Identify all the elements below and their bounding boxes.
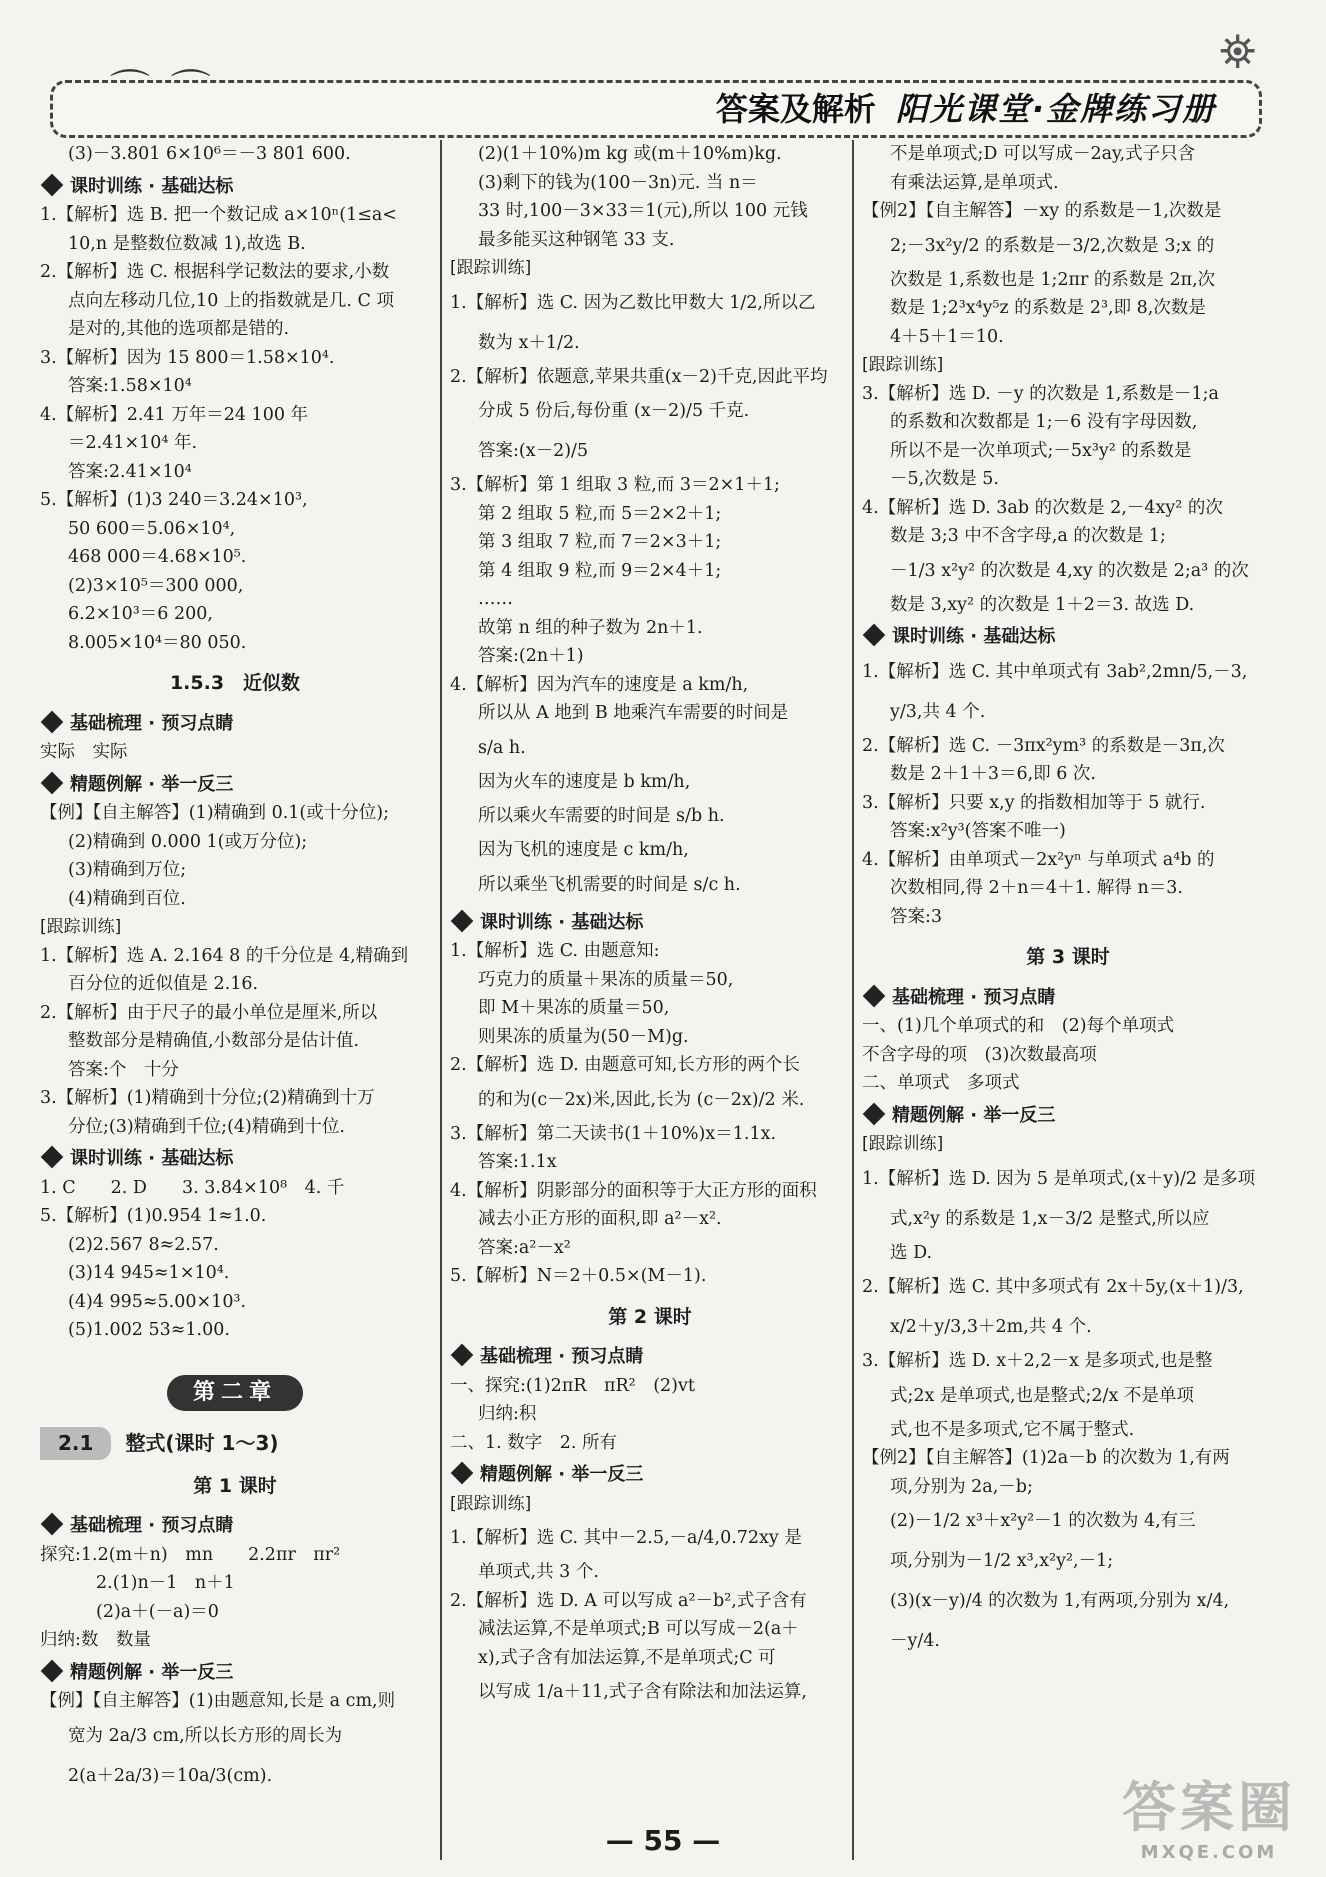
- text-line: (3)剩下的钱为(100－3n)元. 当 n＝: [478, 172, 758, 193]
- text-line: 答案:2.41×10⁴: [68, 461, 192, 482]
- text-line: 33 时,100－3×33＝1(元),所以 100 元钱: [478, 201, 808, 221]
- section-label: 基础梳理 · 预习点睛: [480, 1346, 644, 1367]
- section-heading: [450, 1343, 850, 1372]
- text-line: 3.【解析】第二天读书(1＋10%)x＝1.1x.: [450, 1123, 777, 1144]
- text-line: 2(a＋2a/3)＝10a/3(cm).: [68, 1765, 273, 1786]
- text-line: 则果冻的质量为(50－M)g.: [478, 1026, 689, 1047]
- text-line: 第 4 组取 9 粒,而 9＝2×4＋1;: [478, 560, 722, 581]
- text-line: 数为 x＋1/2.: [478, 332, 580, 353]
- text-line: 所以乘火车需要的时间是 s/b h.: [478, 806, 725, 826]
- text-line: 1.【解析】选 A. 2.164 8 的千分位是 4,精确到: [40, 945, 409, 966]
- lesson-header: [40, 1427, 430, 1460]
- page-number: — 55 —: [605, 1824, 721, 1857]
- text-line: 答案:x²y³(答案不唯一): [890, 821, 1066, 841]
- text-line: 4.【解析】阴影部分的面积等于大正方形的面积: [450, 1180, 817, 1201]
- text-line: 归纳:数 数量: [40, 1630, 151, 1650]
- section-heading: [862, 984, 1274, 1013]
- text-line: (2)2.567 8≈2.57.: [68, 1234, 219, 1255]
- text-line: 所以不是一次单项式;－5x³y² 的系数是: [890, 440, 1192, 461]
- text-line: 的和为(c－2x)米,因此,长为 (c－2x)/2 米.: [478, 1089, 805, 1110]
- text-line: 所以乘坐飞机需要的时间是 s/c h.: [478, 874, 741, 895]
- text-line: 8.005×10⁴＝80 050.: [68, 632, 247, 653]
- text-line: 项,分别为－1/2 x³,x²y²,－1;: [890, 1551, 1114, 1571]
- text-line: 2;－3x²y/2 的系数是－3/2,次数是 3;x 的: [890, 235, 1215, 256]
- section-label: 精题例解 · 举一反三: [70, 1661, 234, 1683]
- section-heading: [40, 1512, 430, 1541]
- bracket-heading: [跟踪训练]: [862, 1134, 944, 1154]
- text-line: 50 600＝5.06×10⁴,: [68, 518, 236, 539]
- text-line: (3)精确到万位;: [68, 860, 187, 880]
- bracket-heading: [跟踪训练]: [450, 258, 532, 278]
- text-line: 次数相同,得 2＋n＝4＋1. 解得 n＝3.: [890, 878, 1183, 898]
- section-title: 1.5.3 近似数: [169, 672, 301, 694]
- section-label: 精题例解 · 举一反三: [480, 1464, 644, 1485]
- text-line: 探究:1.2(m＋n) mn 2.2πr πr²: [40, 1544, 341, 1565]
- bracket-heading: [跟踪训练]: [40, 917, 122, 937]
- text-line: 以写成 1/a＋11,式子含有除法和加法运算,: [478, 1682, 807, 1702]
- diamond-icon: [41, 173, 64, 196]
- header-title-right: 阳光课堂·金牌练习册: [895, 90, 1216, 128]
- text-line: 4.【解析】由单项式－2x²yⁿ 与单项式 a⁴b 的: [862, 849, 1215, 870]
- diamond-icon: [41, 1659, 64, 1682]
- text-line: 【例】【自主解答】(1)精确到 0.1(或十分位);: [40, 803, 389, 823]
- text-line: 2.【解析】选 C. －3πx²ym³ 的系数是－3π,次: [862, 735, 1225, 756]
- text-line: 第 3 组取 7 粒,而 7＝2×3＋1;: [478, 532, 722, 552]
- text-line: 4＋5＋1＝10.: [890, 326, 1004, 347]
- text-line: 3.【解析】因为 15 800＝1.58×10⁴.: [40, 347, 335, 368]
- text-line: 答案:个 十分: [68, 1059, 179, 1080]
- text-line: (2)3×10⁵＝300 000,: [68, 575, 244, 596]
- text-line: 数是 2＋1＋3＝6,即 6 次.: [890, 764, 1096, 784]
- text-line: 次数是 1,系数也是 1;2πr 的系数是 2π,次: [890, 269, 1216, 290]
- text-line: 1.【解析】选 C. 其中－2.5,－a/4,0.72xy 是: [450, 1528, 802, 1548]
- section-label: 基础梳理 · 预习点睛: [70, 712, 234, 734]
- text-line: (3)14 945≈1×10⁴.: [68, 1263, 230, 1283]
- text-line: 3.【解析】选 D. x＋2,2－x 是多项式,也是整: [862, 1351, 1213, 1371]
- section-heading: [40, 1145, 430, 1174]
- text-line: 2.(1)n－1 n＋1: [96, 1573, 235, 1593]
- text-line: 第 2 组取 5 粒,而 5＝2×2＋1;: [478, 503, 722, 524]
- text-line: 单项式,共 3 个.: [478, 1562, 599, 1582]
- section-heading: [862, 623, 1274, 652]
- bracket-heading: [跟踪训练]: [450, 1493, 532, 1514]
- text-line: 一、(1)几个单项式的和 (2)每个单项式: [862, 1016, 1175, 1036]
- text-line: 1.【解析】选 C. 由题意知:: [450, 941, 660, 961]
- text-line: 3.【解析】(1)精确到十分位;(2)精确到十万: [40, 1088, 375, 1108]
- section-heading: [40, 173, 430, 202]
- text-line: 减法运算,不是单项式;B 可以写成－2(a＋: [478, 1619, 799, 1639]
- diamond-icon: [451, 1344, 474, 1367]
- diamond-icon: [451, 909, 474, 932]
- column-left: [40, 140, 430, 1796]
- text-line: 2.【解析】选 C. 根据科学记数法的要求,小数: [40, 262, 390, 282]
- text-line: 答案:1.1x: [478, 1152, 557, 1172]
- text-line: 1.【解析】选 B. 把一个数记成 a×10ⁿ(1≤a<: [40, 205, 397, 225]
- section-label: 课时训练 · 基础达标: [480, 911, 644, 933]
- text-line: 分成 5 份后,每份重 (x－2)/5 千克.: [478, 401, 750, 421]
- text-line: 3.【解析】选 D. －y 的次数是 1,系数是－1;a: [862, 383, 1219, 404]
- column-right: [862, 140, 1274, 1661]
- text-line: 所以从 A 地到 B 地乘汽车需要的时间是: [478, 703, 789, 723]
- section-title: 第 1 课时: [193, 1474, 277, 1497]
- text-line: 式;2x 是单项式,也是整式;2/x 不是单项: [890, 1385, 1194, 1406]
- text-line: 二、1. 数字 2. 所有: [450, 1432, 618, 1453]
- text-line: 6.2×10³＝6 200,: [68, 604, 213, 624]
- text-line: 1. C 2. D 3. 3.84×10⁸ 4. 千: [40, 1177, 345, 1198]
- section-heading: [40, 1659, 430, 1688]
- text-line: 减去小正方形的面积,即 a²－x².: [478, 1209, 722, 1229]
- text-line: (5)1.002 53≈1.00.: [68, 1320, 230, 1340]
- chapter-title: 第二章: [167, 1375, 303, 1412]
- watermark-text: 答案圈: [1122, 1776, 1296, 1839]
- text-line: 【例2】【自主解答】－xy 的系数是－1,次数是: [862, 201, 1222, 221]
- page-header: [40, 18, 1276, 138]
- diamond-icon: [451, 1462, 474, 1485]
- text-line: －y/4.: [890, 1631, 940, 1651]
- text-line: 2.【解析】由于尺子的最小单位是厘米,所以: [40, 1002, 378, 1023]
- text-line: (2)－1/2 x³＋x²y²－1 的次数为 4,有三: [890, 1511, 1196, 1531]
- text-line: (4)精确到百位.: [68, 888, 186, 909]
- section-heading: [40, 771, 430, 800]
- text-line: 2.【解析】选 D. 由题意可知,长方形的两个长: [450, 1055, 800, 1075]
- text-line: 答案:3: [890, 906, 943, 927]
- text-line: 答案:(2n＋1): [478, 646, 584, 666]
- text-line: (2)(1＋10%)m kg 或(m＋10%m)kg.: [478, 144, 782, 164]
- text-line: －1/3 x²y² 的次数是 4,xy 的次数是 2;a³ 的次: [890, 560, 1249, 581]
- text-line: s/a h.: [478, 737, 526, 758]
- text-line: 4.【解析】因为汽车的速度是 a km/h,: [450, 674, 749, 695]
- text-line: ……: [478, 589, 513, 609]
- section-heading: [40, 710, 430, 739]
- text-line: 答案:(x－2)/5: [478, 441, 589, 461]
- text-line: 3.【解析】第 1 组取 3 粒,而 3＝2×1＋1;: [450, 475, 780, 495]
- diamond-icon: [41, 1146, 64, 1169]
- diamond-icon: [41, 710, 64, 733]
- text-line: (3)(x－y)/4 的次数为 1,有两项,分别为 x/4,: [890, 1591, 1230, 1611]
- text-line: 项,分别为 2a,－b;: [890, 1476, 1033, 1497]
- header-title: [716, 84, 1216, 130]
- text-line: 不含字母的项 (3)次数最高项: [862, 1044, 1097, 1065]
- section-label: 课时训练 · 基础达标: [892, 626, 1056, 647]
- text-line: 即 M＋果冻的质量＝50,: [478, 998, 670, 1018]
- text-line: 的系数和次数都是 1;－6 没有字母因数,: [890, 412, 1198, 432]
- header-title-left: 答案及解析: [715, 90, 876, 128]
- text-line: 468 000＝4.68×10⁵.: [68, 547, 247, 567]
- text-line: 巧克力的质量＋果冻的质量＝50,: [478, 969, 734, 990]
- diamond-icon: [863, 624, 886, 647]
- text-line: 不是单项式;D 可以写成－2ay,式子只含: [890, 144, 1196, 164]
- text-line: 百分位的近似值是 2.16.: [68, 974, 259, 994]
- text-line: 二、单项式 多项式: [862, 1073, 1020, 1093]
- text-line: 最多能买这种钢笔 33 支.: [478, 229, 675, 250]
- section-title: 第 2 课时: [608, 1305, 692, 1328]
- section-heading: [450, 909, 850, 938]
- text-line: 数是 3,xy² 的次数是 1＋2＝3. 故选 D.: [890, 594, 1195, 615]
- text-line: 答案:1.58×10⁴: [68, 376, 192, 396]
- text-line: 归纳:积: [478, 1404, 537, 1424]
- section-label: 课时训练 · 基础达标: [70, 1148, 234, 1169]
- text-line: 10,n 是整数位数减 1),故选 B.: [68, 233, 306, 254]
- text-line: 3.【解析】只要 x,y 的指数相加等于 5 就行.: [862, 792, 1206, 813]
- text-line: 整数部分是精确值,小数部分是估计值.: [68, 1031, 360, 1051]
- lesson-number: 2.1: [40, 1427, 111, 1460]
- text-line: y/3,共 4 个.: [890, 701, 986, 722]
- text-line: (2)精确到 0.000 1(或万分位);: [68, 831, 308, 852]
- text-line: 有乘法运算,是单项式.: [890, 172, 1059, 193]
- text-line: 5.【解析】N＝2＋0.5×(M－1).: [450, 1266, 707, 1286]
- text-line: 2.【解析】选 C. 其中多项式有 2x＋5y,(x＋1)/3,: [862, 1277, 1244, 1297]
- chapter-banner: [40, 1375, 430, 1412]
- text-line: (3)－3.801 6×10⁶＝－3 801 600.: [68, 144, 351, 164]
- text-line: －5,次数是 5.: [890, 469, 999, 489]
- section-label: 精题例解 · 举一反三: [70, 773, 234, 795]
- column-divider: [440, 140, 442, 1860]
- text-line: 【例2】【自主解答】(1)2a－b 的次数为 1,有两: [862, 1448, 1230, 1468]
- text-line: 因为火车的速度是 b km/h,: [478, 771, 691, 792]
- text-line: 5.【解析】(1)3 240＝3.24×10³,: [40, 490, 308, 510]
- text-line: 2.【解析】选 D. A 可以写成 a²－b²,式子含有: [450, 1590, 807, 1611]
- lighthouse-icon: ⛯: [1219, 24, 1256, 78]
- text-line: 实际 实际: [40, 742, 128, 762]
- section-title: 第 3 课时: [1026, 946, 1110, 968]
- section-heading: [450, 1461, 850, 1490]
- text-line: ＝2.41×10⁴ 年.: [68, 433, 198, 453]
- text-line: 2.【解析】依题意,苹果共重(x－2)千克,因此平均: [450, 366, 828, 387]
- section-heading: [862, 1102, 1274, 1131]
- text-line: (4)4 995≈5.00×10³.: [68, 1291, 247, 1312]
- text-line: 选 D.: [890, 1242, 933, 1263]
- column-middle: [450, 140, 850, 1712]
- diamond-icon: [863, 984, 886, 1007]
- text-line: 点向左移动几位,10 上的指数就是几. C 项: [68, 290, 394, 311]
- watermark-logo: [1122, 1765, 1296, 1863]
- text-line: 宽为 2a/3 cm,所以长方形的周长为: [68, 1725, 343, 1746]
- text-line: 因为飞机的速度是 c km/h,: [478, 840, 689, 860]
- text-line: 【例】【自主解答】(1)由题意知,长是 a cm,则: [40, 1691, 396, 1711]
- lesson-title: 整式(课时 1～3): [125, 1431, 279, 1455]
- text-line: 故第 n 组的种子数为 2n＋1.: [478, 617, 703, 638]
- section-label: 基础梳理 · 预习点睛: [892, 986, 1056, 1008]
- text-line: 4.【解析】2.41 万年＝24 100 年: [40, 404, 309, 425]
- text-line: 5.【解析】(1)0.954 1≈1.0.: [40, 1206, 267, 1226]
- text-line: 是对的,其他的选项都是错的.: [68, 319, 290, 339]
- text-line: 数是 3;3 中不含字母,a 的次数是 1;: [890, 526, 1166, 546]
- section-label: 精题例解 · 举一反三: [892, 1104, 1056, 1126]
- text-line: (2)a＋(－a)＝0: [96, 1601, 219, 1622]
- bracket-heading: [跟踪训练]: [862, 355, 944, 375]
- diamond-icon: [863, 1102, 886, 1125]
- text-line: 答案:a²－x²: [478, 1237, 571, 1258]
- text-line: 式,x²y 的系数是 1,x－3/2 是整式,所以应: [890, 1208, 1210, 1229]
- birds-icon: ⌒ ⌒: [110, 67, 215, 113]
- text-line: 4.【解析】选 D. 3ab 的次数是 2,－4xy² 的次: [862, 497, 1223, 518]
- diamond-icon: [41, 1513, 64, 1536]
- diamond-icon: [41, 771, 64, 794]
- text-line: x/2＋y/3,3＋2m,共 4 个.: [890, 1317, 1092, 1337]
- text-line: 数是 1;2³x⁴y⁵z 的系数是 2³,即 8,次数是: [890, 298, 1206, 318]
- text-line: 1.【解析】选 D. 因为 5 是单项式,(x＋y)/2 是多项: [862, 1168, 1256, 1189]
- section-label: 基础梳理 · 预习点睛: [70, 1515, 234, 1536]
- text-line: 式,也不是多项式,它不属于整式.: [890, 1419, 1135, 1440]
- text-line: x),式子含有加法运算,不是单项式;C 可: [478, 1647, 776, 1668]
- text-line: 1.【解析】选 C. 因为乙数比甲数大 1/2,所以乙: [450, 292, 816, 313]
- text-line: 1.【解析】选 C. 其中单项式有 3ab²,2mn/5,－3,: [862, 661, 1248, 682]
- text-line: 分位;(3)精确到千位;(4)精确到十位.: [68, 1116, 345, 1137]
- section-label: 课时训练 · 基础达标: [70, 175, 234, 197]
- column-divider: [852, 140, 854, 1860]
- watermark-url: MXQE.COM: [1140, 1842, 1278, 1863]
- text-line: 一、探究:(1)2πR πR² (2)vt: [450, 1375, 695, 1396]
